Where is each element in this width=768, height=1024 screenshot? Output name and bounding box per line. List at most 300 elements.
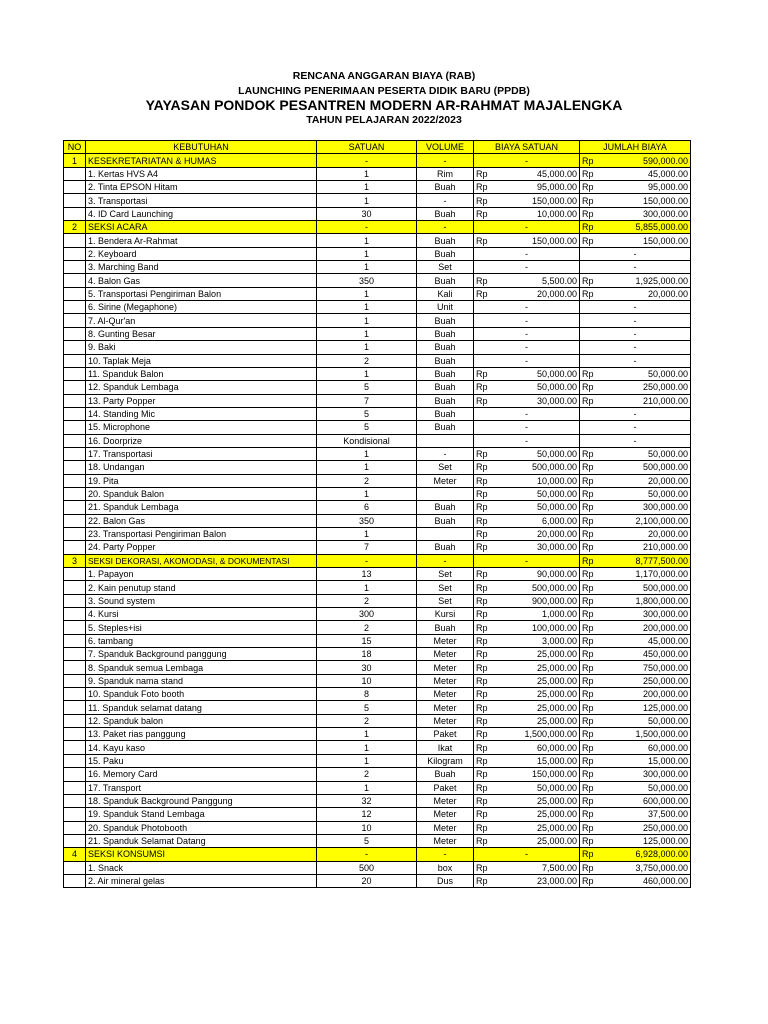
item-satuan: 1 [317,341,417,354]
item-jumlah-biaya: - [580,421,691,434]
table-row [64,861,691,874]
item-name: 18. Spanduk Background Panggung [86,794,317,807]
item-jumlah-biaya: 300,000.00 [602,608,691,621]
item-jumlah-currency: Rp [580,541,602,554]
item-volume: Meter [417,701,474,714]
table-row [64,874,691,887]
item-jumlah-currency: Rp [580,381,602,394]
row-no-cell [64,434,86,447]
item-biaya-currency: Rp [474,501,496,514]
item-volume: Buah [417,381,474,394]
item-satuan: 20 [317,874,417,887]
item-biaya-satuan: 30,000.00 [496,541,580,554]
section-satuan: - [317,554,417,567]
item-biaya-satuan: 6,000.00 [496,514,580,527]
item-name: 20. Spanduk Balon [86,487,317,500]
item-volume: Buah [417,274,474,287]
item-name: 4. ID Card Launching [86,207,317,220]
item-name: 10. Spanduk Foto booth [86,688,317,701]
item-jumlah-currency: Rp [580,527,602,540]
item-jumlah-biaya: 250,000.00 [602,674,691,687]
item-biaya-currency: Rp [474,474,496,487]
item-satuan: 18 [317,648,417,661]
item-volume: Buah [417,621,474,634]
table-row [64,314,691,327]
item-name: 4. Balon Gas [86,274,317,287]
table-row [64,648,691,661]
item-jumlah-currency: Rp [580,594,602,607]
item-jumlah-biaya: 95,000.00 [602,181,691,194]
item-satuan: 1 [317,234,417,247]
item-biaya-currency: Rp [474,621,496,634]
row-no-cell [64,688,86,701]
table-row [64,434,691,447]
row-no-cell [64,648,86,661]
item-jumlah-currency: Rp [580,394,602,407]
table-row [64,501,691,514]
table-row [64,794,691,807]
item-jumlah-currency: Rp [580,768,602,781]
row-no-cell [64,754,86,767]
item-jumlah-biaya: 150,000.00 [602,194,691,207]
table-row [64,274,691,287]
item-biaya-currency: Rp [474,381,496,394]
item-jumlah-biaya: 50,000.00 [602,447,691,460]
item-biaya-satuan: 10,000.00 [496,207,580,220]
row-no-cell [64,261,86,274]
item-name: 1. Snack [86,861,317,874]
item-biaya-satuan: 23,000.00 [496,874,580,887]
item-biaya-currency: Rp [474,661,496,674]
item-biaya-currency: Rp [474,808,496,821]
row-no-cell [64,781,86,794]
item-name: 5. Transportasi Pengiriman Balon [86,287,317,300]
item-biaya-currency: Rp [474,367,496,380]
item-jumlah-currency: Rp [580,474,602,487]
item-satuan: 1 [317,461,417,474]
item-name: 7. Spanduk Background panggung [86,648,317,661]
table-row [64,834,691,847]
item-name: 16. Memory Card [86,768,317,781]
item-biaya-satuan: 150,000.00 [496,234,580,247]
row-no-cell [64,381,86,394]
table-row [64,194,691,207]
item-biaya-satuan: 25,000.00 [496,674,580,687]
item-name: 8. Spanduk semua Lembaga [86,661,317,674]
item-name: 21. Spanduk Selamat Datang [86,834,317,847]
item-biaya-currency: Rp [474,274,496,287]
item-biaya-currency: Rp [474,581,496,594]
item-name: 9. Spanduk nama stand [86,674,317,687]
item-biaya-satuan: 1,500,000.00 [496,728,580,741]
item-volume: Buah [417,207,474,220]
item-jumlah-biaya: 500,000.00 [602,581,691,594]
doc-title-line2: LAUNCHING PENERIMAAN PESERTA DIDIK BARU (PPDB) [238,85,530,97]
item-jumlah-currency: Rp [580,674,602,687]
item-name: 20. Spanduk Photobooth [86,821,317,834]
row-no-cell [64,394,86,407]
item-name: 9. Baki [86,341,317,354]
item-volume: Buah [417,181,474,194]
item-jumlah-currency: Rp [580,581,602,594]
item-satuan: 5 [317,421,417,434]
item-satuan: 7 [317,541,417,554]
item-name: 1. Bendera Ar-Rahmat [86,234,317,247]
item-volume: Paket [417,728,474,741]
item-biaya-currency: Rp [474,781,496,794]
item-name: 3. Transportasi [86,194,317,207]
item-satuan: 6 [317,501,417,514]
row-no-cell [64,461,86,474]
item-biaya-currency: Rp [474,167,496,180]
item-jumlah-biaya: 37,500.00 [602,808,691,821]
item-name: 6. Sirine (Megaphone) [86,301,317,314]
section-volume: - [417,221,474,234]
item-jumlah-currency: Rp [580,621,602,634]
row-no-cell [64,421,86,434]
row-no-cell [64,407,86,420]
item-biaya-satuan: 7,500.00 [496,861,580,874]
section-number: 3 [64,554,86,567]
item-jumlah-biaya: 450,000.00 [602,648,691,661]
item-jumlah-biaya: - [580,341,691,354]
row-no-cell [64,514,86,527]
item-biaya-satuan: 50,000.00 [496,501,580,514]
item-satuan: 30 [317,207,417,220]
item-satuan: 500 [317,861,417,874]
item-jumlah-biaya: 200,000.00 [602,688,691,701]
row-no-cell [64,874,86,887]
row-no-cell [64,181,86,194]
item-name: 24. Party Popper [86,541,317,554]
item-jumlah-currency: Rp [580,834,602,847]
item-biaya-satuan: - [474,434,580,447]
row-no-cell [64,501,86,514]
item-biaya-satuan: 900,000.00 [496,594,580,607]
section-total: 6,928,000.00 [602,848,691,861]
item-biaya-satuan: 1,000.00 [496,608,580,621]
item-volume: Meter [417,808,474,821]
item-jumlah-biaya: 20,000.00 [602,527,691,540]
item-volume: Buah [417,314,474,327]
table-row [64,821,691,834]
item-satuan: 1 [317,314,417,327]
row-no-cell [64,594,86,607]
item-satuan: 300 [317,608,417,621]
item-satuan: 1 [317,194,417,207]
table-row [64,608,691,621]
item-jumlah-currency: Rp [580,167,602,180]
section-volume: - [417,154,474,167]
item-satuan: 1 [317,327,417,340]
table-row [64,261,691,274]
item-volume: Unit [417,301,474,314]
item-satuan: 1 [317,781,417,794]
item-volume: Meter [417,821,474,834]
item-name: 2. Keyboard [86,247,317,260]
table-row [64,447,691,460]
item-biaya-satuan: 10,000.00 [496,474,580,487]
table-row [64,234,691,247]
item-jumlah-biaya: 300,000.00 [602,768,691,781]
item-name: 1. Kertas HVS A4 [86,167,317,180]
row-no-cell [64,794,86,807]
item-satuan: 2 [317,354,417,367]
row-no-cell [64,661,86,674]
item-jumlah-biaya: 750,000.00 [602,661,691,674]
item-volume: Buah [417,234,474,247]
item-jumlah-currency: Rp [580,661,602,674]
row-no-cell [64,608,86,621]
item-name: 16. Doorprize [86,434,317,447]
col-header-no: NO [64,141,86,154]
item-jumlah-currency: Rp [580,728,602,741]
item-volume: - [417,194,474,207]
item-volume: Meter [417,661,474,674]
item-jumlah-biaya: 500,000.00 [602,461,691,474]
item-jumlah-biaya: 15,000.00 [602,754,691,767]
item-satuan: 1 [317,728,417,741]
table-row [64,661,691,674]
item-biaya-satuan: - [474,354,580,367]
item-biaya-currency: Rp [474,608,496,621]
item-name: 4. Kursi [86,608,317,621]
item-jumlah-currency: Rp [580,568,602,581]
table-row [64,768,691,781]
item-biaya-currency: Rp [474,527,496,540]
item-biaya-currency: Rp [474,701,496,714]
item-satuan: 15 [317,634,417,647]
item-jumlah-biaya: 50,000.00 [602,714,691,727]
item-jumlah-biaya: 210,000.00 [602,541,691,554]
item-jumlah-currency: Rp [580,608,602,621]
item-biaya-satuan: - [474,421,580,434]
row-no-cell [64,581,86,594]
item-jumlah-biaya: 300,000.00 [602,207,691,220]
section-biaya: - [474,554,580,567]
item-jumlah-currency: Rp [580,447,602,460]
item-satuan: 1 [317,527,417,540]
item-name: 11. Spanduk selamat datang [86,701,317,714]
row-no-cell [64,728,86,741]
table-row [64,741,691,754]
item-biaya-satuan: 150,000.00 [496,194,580,207]
item-satuan: 2 [317,594,417,607]
item-biaya-satuan: 3,000.00 [496,634,580,647]
item-satuan: 2 [317,714,417,727]
section-total: 590,000.00 [602,154,691,167]
item-jumlah-currency: Rp [580,194,602,207]
item-name: 13. Paket rias panggung [86,728,317,741]
item-volume: Buah [417,327,474,340]
item-volume: Kali [417,287,474,300]
item-jumlah-biaya: 45,000.00 [602,634,691,647]
section-total: 8,777,500.00 [602,554,691,567]
table-row [64,634,691,647]
section-number: 4 [64,848,86,861]
item-satuan: 30 [317,661,417,674]
table-row [64,487,691,500]
item-jumlah-biaya: 250,000.00 [602,381,691,394]
row-no-cell [64,541,86,554]
item-volume: Set [417,461,474,474]
item-jumlah-biaya: 50,000.00 [602,367,691,380]
item-jumlah-biaya: 2,100,000.00 [602,514,691,527]
item-name: 1. Papayon [86,568,317,581]
item-jumlah-biaya: 125,000.00 [602,701,691,714]
table-row [64,461,691,474]
item-jumlah-biaya: 1,170,000.00 [602,568,691,581]
row-no-cell [64,327,86,340]
item-volume: Meter [417,648,474,661]
section-row [64,848,691,861]
item-volume: Dus [417,874,474,887]
row-no-cell [64,861,86,874]
table-row [64,394,691,407]
item-name: 5. Steples+isi [86,621,317,634]
item-satuan: 1 [317,741,417,754]
row-no-cell [64,634,86,647]
item-name: 13. Party Popper [86,394,317,407]
section-title: SEKSI DEKORASI, AKOMODASI, & DOKUMENTASI [86,554,317,567]
item-jumlah-biaya: - [580,247,691,260]
row-no-cell [64,354,86,367]
table-row [64,728,691,741]
item-name: 17. Transport [86,781,317,794]
item-volume: Buah [417,367,474,380]
item-jumlah-biaya: - [580,301,691,314]
item-name: 12. Spanduk Lembaga [86,381,317,394]
item-name: 2. Air mineral gelas [86,874,317,887]
row-no-cell [64,808,86,821]
item-biaya-currency: Rp [474,594,496,607]
budget-table [63,140,691,888]
item-biaya-currency: Rp [474,861,496,874]
item-biaya-satuan: 50,000.00 [496,367,580,380]
row-no-cell [64,194,86,207]
row-no-cell [64,367,86,380]
table-row [64,701,691,714]
item-jumlah-currency: Rp [580,754,602,767]
row-no-cell [64,834,86,847]
item-jumlah-biaya: 1,925,000.00 [602,274,691,287]
section-biaya: - [474,221,580,234]
item-volume: Buah [417,768,474,781]
item-volume: Meter [417,688,474,701]
item-jumlah-currency: Rp [580,634,602,647]
section-volume: - [417,848,474,861]
item-biaya-satuan: 25,000.00 [496,701,580,714]
item-volume: Buah [417,394,474,407]
table-row [64,367,691,380]
item-biaya-satuan: 20,000.00 [496,287,580,300]
section-volume: - [417,554,474,567]
item-satuan: 1 [317,581,417,594]
item-satuan: 1 [317,301,417,314]
table-row [64,247,691,260]
item-volume: Buah [417,541,474,554]
item-jumlah-currency: Rp [580,781,602,794]
item-volume: Buah [417,354,474,367]
item-name: 8. Gunting Besar [86,327,317,340]
item-biaya-satuan: 5,500.00 [496,274,580,287]
col-header-biaya-satuan: BIAYA SATUAN [474,141,580,154]
item-biaya-currency: Rp [474,821,496,834]
col-header-jumlah-biaya: JUMLAH BIAYA [580,141,691,154]
item-satuan: 2 [317,768,417,781]
item-volume: Meter [417,674,474,687]
item-biaya-currency: Rp [474,728,496,741]
item-satuan: 2 [317,621,417,634]
item-biaya-satuan: 25,000.00 [496,714,580,727]
item-name: 14. Kayu kaso [86,741,317,754]
section-number: 2 [64,221,86,234]
item-biaya-satuan: - [474,314,580,327]
item-name: 15. Microphone [86,421,317,434]
item-biaya-currency: Rp [474,207,496,220]
item-biaya-currency: Rp [474,568,496,581]
section-title: KESEKRETARIATAN & HUMAS [86,154,317,167]
item-biaya-satuan: 30,000.00 [496,394,580,407]
item-biaya-currency: Rp [474,194,496,207]
row-no-cell [64,487,86,500]
item-jumlah-currency: Rp [580,487,602,500]
item-biaya-satuan: 100,000.00 [496,621,580,634]
item-jumlah-biaya: 20,000.00 [602,474,691,487]
item-satuan: 5 [317,381,417,394]
item-satuan: 1 [317,181,417,194]
item-volume: Buah [417,514,474,527]
doc-title-line1: RENCANA ANGGARAN BIAYA (RAB) [292,70,476,82]
item-biaya-currency: Rp [474,714,496,727]
section-currency: Rp [580,554,602,567]
table-row [64,714,691,727]
row-no-cell [64,527,86,540]
item-biaya-satuan: 60,000.00 [496,741,580,754]
item-satuan: 1 [317,247,417,260]
item-volume: Meter [417,794,474,807]
table-row [64,674,691,687]
item-biaya-currency: Rp [474,634,496,647]
row-no-cell [64,568,86,581]
item-satuan: 1 [317,487,417,500]
item-name: 21. Spanduk Lembaga [86,501,317,514]
item-biaya-satuan: 150,000.00 [496,768,580,781]
item-name: 15. Paku [86,754,317,767]
table-row [64,207,691,220]
item-satuan: 1 [317,167,417,180]
item-name: 6. tambang [86,634,317,647]
item-jumlah-currency: Rp [580,461,602,474]
item-biaya-satuan: 95,000.00 [496,181,580,194]
table-row [64,181,691,194]
item-volume: Paket [417,781,474,794]
item-satuan: 1 [317,287,417,300]
item-jumlah-biaya: 3,750,000.00 [602,861,691,874]
item-biaya-satuan: 50,000.00 [496,447,580,460]
table-row [64,621,691,634]
item-biaya-satuan: - [474,327,580,340]
section-total: 5,855,000.00 [602,221,691,234]
section-row [64,221,691,234]
item-biaya-satuan: 25,000.00 [496,648,580,661]
row-no-cell [64,207,86,220]
item-name: 11. Spanduk Balon [86,367,317,380]
table-row [64,287,691,300]
item-biaya-satuan: 15,000.00 [496,754,580,767]
row-no-cell [64,274,86,287]
item-jumlah-biaya: 1,500,000.00 [602,728,691,741]
